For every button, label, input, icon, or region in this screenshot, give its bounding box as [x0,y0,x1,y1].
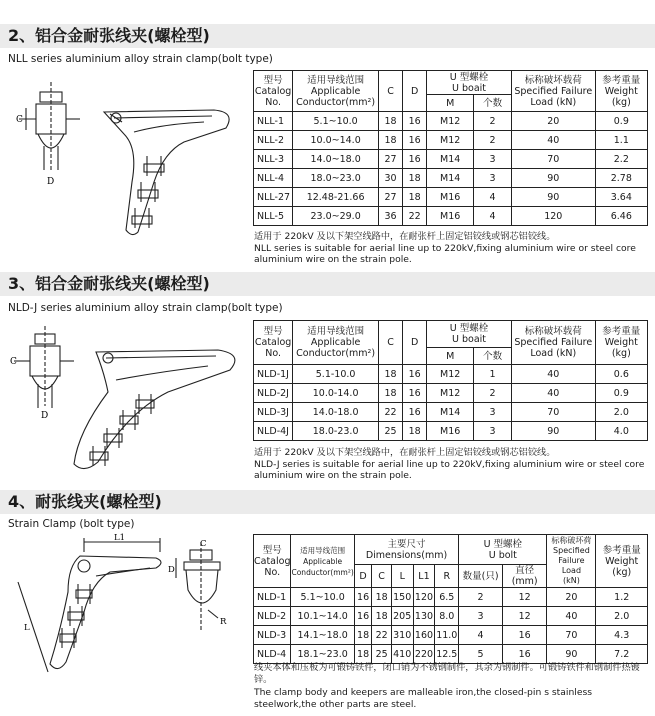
table-cell: 16 [354,607,372,626]
table-cell: 220 [413,645,435,664]
table-cell: 40 [511,365,595,384]
table-cell: NLD-4 [254,645,291,664]
table-cell: 0.9 [595,112,647,131]
table-cell: NLD-3 [254,626,291,645]
table-row [254,384,648,403]
table-cell: 18 [354,645,372,664]
table-cell: 18 [379,384,403,403]
table-cell: 0.6 [595,365,647,384]
header-catalog: 型号 Catalog No. [254,535,291,588]
strain-d-label: D [168,565,175,575]
nld-j-c-label: C [10,357,17,367]
table-cell: NLD-1J [254,365,293,384]
table-cell: NLD-2 [254,607,291,626]
table-cell: 22 [379,403,403,422]
table-cell: 40 [511,131,595,150]
header-dim-l1: L1 [413,565,435,588]
header-conductor: 适用导线范围 Applicable Conductor(mm²) [291,535,354,588]
table-cell: 2.78 [595,169,647,188]
table-cell: 18 [403,422,427,441]
table-cell: 7.2 [596,645,648,664]
table-row [254,169,648,188]
header-ubolt: U 型螺栓 U bolt [459,535,547,565]
table-cell: 70 [511,403,595,422]
table-cell: 10.0-14.0 [293,384,379,403]
table-cell: 6.5 [435,588,459,607]
table-cell: 25 [372,645,391,664]
table-cell: 10.1~14.0 [291,607,354,626]
table-row [254,645,648,664]
table-cell: 3 [474,403,512,422]
nll-clamp-drawing [14,72,250,242]
section-3-title: 3、铝合金耐张线夹(螺栓型) [8,274,210,293]
table-cell: 0.9 [595,384,647,403]
table-cell: 12.5 [435,645,459,664]
table-cell: 18.0~23.0 [293,169,379,188]
header-qty: 数量(只) [459,565,503,588]
table-cell: 30 [379,169,403,188]
table-cell: 23.0~29.0 [293,207,379,226]
table-cell: 20 [547,588,596,607]
table-cell: 27 [379,150,403,169]
table-cell: 11.0 [435,626,459,645]
header-catalog: 型号 Catalog No. [254,321,293,365]
table-cell: M12 [427,384,474,403]
table-cell: 90 [547,645,596,664]
table-cell: 27 [379,188,403,207]
table-cell: 40 [547,607,596,626]
nll-notes: 适用于 220kV 及以下架空线路中，在耐张杆上固定铝铰线或钢芯铝铰线。 NLL series is suitable for aerial line up to 220kV,fixing aluminium wire or steel core aluminium wire on the strain pole. [254,231,636,265]
table-cell: 205 [391,607,413,626]
table-row [254,112,648,131]
table-cell: NLL-27 [254,188,293,207]
table-row [254,626,648,645]
nll-c-label: C [16,115,23,125]
table-cell: 4.3 [596,626,648,645]
table-cell: 2 [474,384,512,403]
header-m: M [427,348,474,365]
header-dim-d: D [354,565,372,588]
header-conductor: 适用导线范围 Applicable Conductor(mm²) [293,321,379,365]
header-dim-r: R [435,565,459,588]
header-dim-l: L [391,565,413,588]
table-row [254,588,648,607]
table-cell: 1.1 [595,131,647,150]
table-cell: 5.1-10.0 [293,365,379,384]
section-3-subtitle: NLD-J series aluminium alloy strain clamp(bolt type) [8,302,283,314]
table-cell: NLL-3 [254,150,293,169]
table-cell: 16 [403,403,427,422]
table-row [254,188,648,207]
table-cell: 90 [511,422,595,441]
table-cell: 4 [474,188,512,207]
table-cell: 2 [474,112,512,131]
table-cell: 16 [403,112,427,131]
table-cell: 5.1~10.0 [293,112,379,131]
table-cell: 18 [403,169,427,188]
header-load: 标称破坏荷 Specified Failure Load (kN) [547,535,596,588]
table-cell: 18.0-23.0 [293,422,379,441]
header-qty: 个数 [474,348,512,365]
table-cell: M12 [427,112,474,131]
table-cell: 150 [391,588,413,607]
strain-spec-table [253,534,648,664]
nll-spec-table [253,70,648,226]
table-cell: 14.0-18.0 [293,403,379,422]
table-cell: 3 [474,422,512,441]
table-cell: 2 [474,131,512,150]
header-d: D [403,71,427,112]
table-cell: 70 [547,626,596,645]
table-cell: 18 [379,365,403,384]
section-4-title: 4、耐张线夹(螺栓型) [8,492,162,511]
table-cell: 6.46 [595,207,647,226]
section-2-title: 2、铝合金耐张线夹(螺栓型) [8,26,210,45]
table-cell: NLD-2J [254,384,293,403]
table-cell: 1 [474,365,512,384]
table-cell: 18 [379,131,403,150]
table-cell: 3.64 [595,188,647,207]
table-cell: 16 [403,384,427,403]
header-dim-c: C [372,565,391,588]
section-3-header [0,272,655,296]
header-ubolt: U 型螺栓 U boait [427,321,512,348]
table-cell: 2.0 [595,403,647,422]
header-load: 标称破坏载荷 Specified Failure Load (kN) [511,71,595,112]
table-cell: 3 [459,607,503,626]
table-cell: 18 [379,112,403,131]
table-cell: 25 [379,422,403,441]
header-c: C [379,71,403,112]
nld-j-notes: 适用于 220kV 及以下架空线路中，在耐张杆上固定铝铰线或钢芯铝铰线。 NLD-J series is suitable for aerial line up to 220kV,fixing aluminium wire or steel core aluminium wire on the strain pole. [254,447,645,481]
strain-r-label: R [220,617,227,627]
table-cell: 14.1~18.0 [291,626,354,645]
table-cell: 2.2 [595,150,647,169]
table-cell: 310 [391,626,413,645]
header-catalog: 型号 Catalog No. [254,71,293,112]
table-cell: NLL-1 [254,112,293,131]
section-4-subtitle: Strain Clamp (bolt type) [8,518,135,530]
strain-l-label: L [24,623,30,633]
table-cell: 120 [511,207,595,226]
table-row [254,422,648,441]
nld-j-spec-table [253,320,648,441]
table-cell: M16 [427,422,474,441]
section-4-header [0,490,655,514]
header-weight: 参考重量 Weight (kg) [596,535,648,588]
table-cell: 18.1~23.0 [291,645,354,664]
table-cell: 160 [413,626,435,645]
header-ubolt: U 型螺栓 U boait [427,71,512,95]
table-cell: 12 [502,588,546,607]
table-cell: 20 [511,112,595,131]
table-cell: 16 [502,626,546,645]
table-cell: NLL-2 [254,131,293,150]
table-row [254,131,648,150]
table-cell: 22 [372,626,391,645]
table-cell: M14 [427,403,474,422]
table-cell: 18 [354,626,372,645]
table-cell: 5 [459,645,503,664]
table-cell: 5.1~10.0 [291,588,354,607]
nld-j-clamp-drawing [8,322,248,482]
table-cell: 2.0 [596,607,648,626]
table-cell: 4.0 [595,422,647,441]
table-cell: NLL-4 [254,169,293,188]
table-cell: 3 [474,169,512,188]
nld-j-d-label: D [41,411,49,421]
nll-d-label: D [47,177,55,187]
table-cell: 1.2 [596,588,648,607]
table-cell: 16 [403,150,427,169]
table-row [254,207,648,226]
table-cell: NLD-4J [254,422,293,441]
table-cell: 130 [413,607,435,626]
table-cell: 12 [502,607,546,626]
strain-c-label: C [200,539,207,549]
header-weight: 参考重量 Weight (kg) [595,321,647,365]
table-cell: 40 [511,384,595,403]
table-cell: NLL-5 [254,207,293,226]
table-cell: 4 [459,626,503,645]
table-cell: 16 [354,588,372,607]
section-2-header [0,24,655,48]
table-cell: 18 [372,588,391,607]
table-cell: 22 [403,207,427,226]
strain-l1-label: L1 [114,533,126,543]
table-cell: 36 [379,207,403,226]
table-cell: 12.48-21.66 [293,188,379,207]
header-weight: 参考重量 Weight (kg) [595,71,647,112]
table-cell: 90 [511,169,595,188]
header-load: 标称破坏载荷 Specified Failure Load (kN) [511,321,595,365]
table-cell: 16 [403,131,427,150]
header-conductor: 适用导线范围 Applicable Conductor(mm²) [293,71,379,112]
strain-clamp-drawing [10,532,254,682]
table-cell: NLD-1 [254,588,291,607]
table-cell: 120 [413,588,435,607]
table-cell: NLD-3J [254,403,293,422]
table-row [254,365,648,384]
table-row [254,607,648,626]
table-cell: 8.0 [435,607,459,626]
table-cell: 10.0~14.0 [293,131,379,150]
table-cell: M12 [427,365,474,384]
header-d: D [403,321,427,365]
table-cell: M14 [427,150,474,169]
table-row [254,403,648,422]
table-cell: 16 [502,645,546,664]
header-dia: 直径(mm) [502,565,546,588]
header-dimensions: 主要尺寸 Dimensions(mm) [354,535,458,565]
table-cell: 410 [391,645,413,664]
table-cell: 18 [372,607,391,626]
table-cell: 18 [403,188,427,207]
table-cell: M14 [427,169,474,188]
table-cell: M16 [427,188,474,207]
table-cell: 3 [474,150,512,169]
table-cell: 14.0~18.0 [293,150,379,169]
table-cell: 70 [511,150,595,169]
strain-notes: 线夹本体和压板为可锻铸铁件，闭口销为不锈钢制件，其余为钢制件。可锻铸铁件和钢制件热镀锌。 The clamp body and keepers are malleable iron,the closed-pin s stainless steelwork,the other parts are steel. [254,662,640,710]
header-qty: 个数 [474,95,512,112]
table-cell: 2 [459,588,503,607]
table-cell: M12 [427,131,474,150]
header-m: M [427,95,474,112]
header-c: C [379,321,403,365]
table-cell: 16 [403,365,427,384]
table-cell: M16 [427,207,474,226]
table-cell: 90 [511,188,595,207]
section-2-subtitle: NLL series aluminium alloy strain clamp(bolt type) [8,53,273,65]
table-cell: 4 [474,207,512,226]
table-row [254,150,648,169]
